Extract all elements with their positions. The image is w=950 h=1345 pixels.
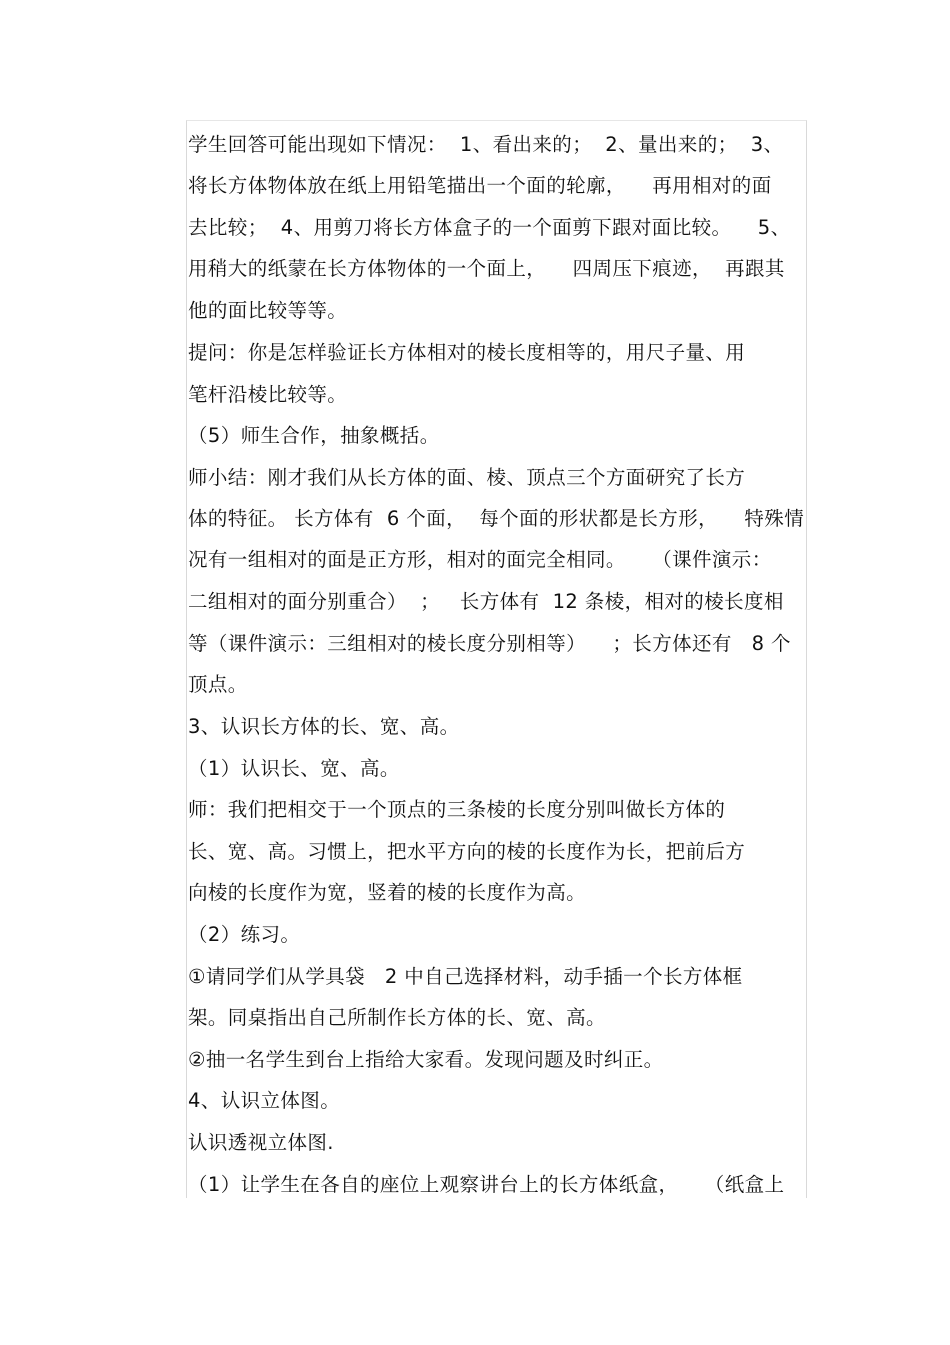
text-line: （1）让学生在各自的座位上观察讲台上的长方体纸盒， （纸盒上 bbox=[188, 1173, 785, 1196]
text-line: 二组相对的面分别重合） ； 长方体有 12 条棱，相对的棱长度相 bbox=[188, 590, 784, 613]
text-line: 认识透视立体图. bbox=[188, 1131, 334, 1154]
text-line: 架。同桌指出自己所制作长方体的长、宽、高。 bbox=[188, 1006, 606, 1029]
text-line: 将长方体物体放在纸上用铅笔描出一个面的轮廓， 再用相对的面 bbox=[188, 174, 772, 197]
text-line: 体的特征。 长方体有 6 个面， 每个面的形状都是长方形， 特殊情 bbox=[188, 507, 805, 530]
text-line: 况有一组相对的面是正方形，相对的面完全相同。 （课件演示： bbox=[188, 548, 772, 571]
section-heading: 3、认识长方体的长、宽、高。 bbox=[188, 715, 460, 738]
text-line: 长、宽、高。习惯上，把水平方向的棱的长度作为长，把前后方 bbox=[188, 840, 746, 863]
text-line: 他的面比较等等。 bbox=[188, 299, 348, 322]
text-line: ①请同学们从学具袋 2 中自己选择材料，动手插一个长方体框 bbox=[188, 965, 743, 988]
text-line: 等（课件演示：三组相对的棱长度分别相等） ；长方体还有 8 个 bbox=[188, 632, 791, 655]
text-line: ②抽一名学生到台上指给大家看。发现问题及时纠正。 bbox=[188, 1048, 664, 1071]
text-line: 师小结：刚才我们从长方体的面、棱、顶点三个方面研究了长方 bbox=[188, 466, 746, 489]
section-heading: （2）练习。 bbox=[188, 923, 301, 946]
text-line: 师：我们把相交于一个顶点的三条棱的长度分别叫做长方体的 bbox=[188, 798, 726, 821]
text-line: 笔杆沿棱比较等。 bbox=[188, 383, 348, 406]
text-line: 提问：你是怎样验证长方体相对的棱长度相等的，用尺子量、用 bbox=[188, 341, 746, 364]
text-line: 用稍大的纸蒙在长方体物体的一个面上， 四周压下痕迹， 再跟其 bbox=[188, 257, 785, 280]
section-heading: （1）认识长、宽、高。 bbox=[188, 757, 400, 780]
text-line: 向棱的长度作为宽，竖着的棱的长度作为高。 bbox=[188, 881, 587, 904]
section-heading: 4、认识立体图。 bbox=[188, 1089, 341, 1112]
section-heading: （5）师生合作，抽象概括。 bbox=[188, 424, 440, 447]
text-line: 学生回答可能出现如下情况： 1、看出来的； 2、量出来的； 3、 bbox=[188, 133, 784, 156]
text-line: 去比较； 4、用剪刀将长方体盒子的一个面剪下跟对面比较。 5、 bbox=[188, 216, 791, 239]
text-line: 顶点。 bbox=[188, 673, 248, 696]
